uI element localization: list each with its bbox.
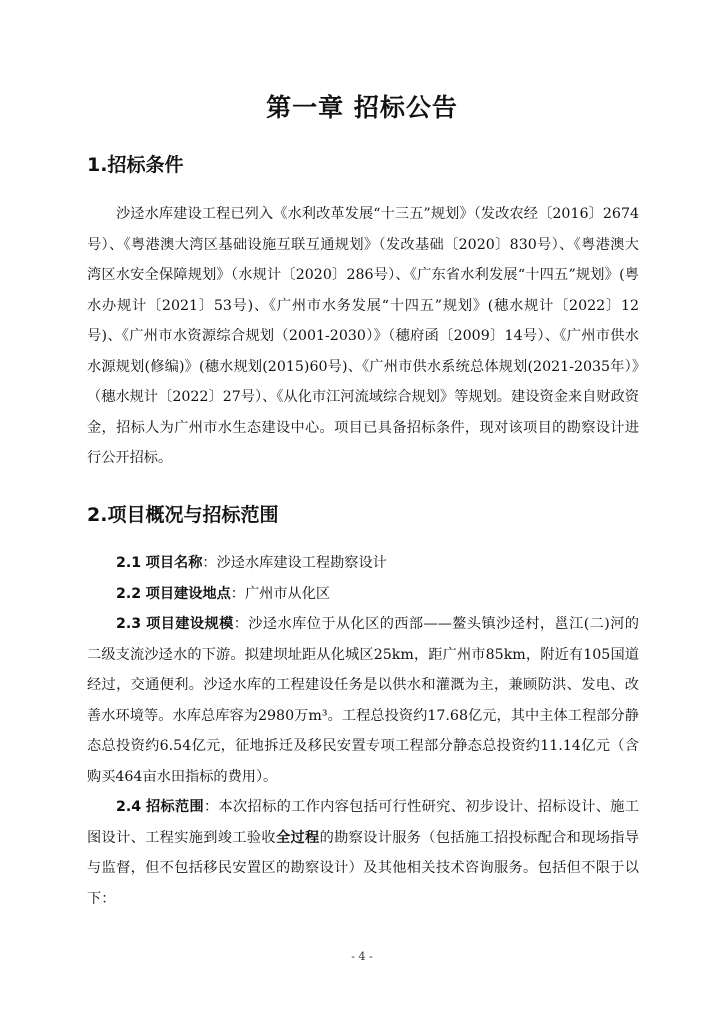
- item-text: ：沙迳水库建设工程勘察设计: [202, 555, 387, 571]
- tender-conditions-paragraph: 沙迳水库建设工程已列入《水利改革发展“十三五”规划》（发改农经〔2016〕2674号）、《粤港澳大湾区基础设施互联互通规划》（发改基础〔2020〕830号）、《粤港澳大湾区水安全保障规划》（水规计〔2020〕286号）、《广东省水利发展“十四五”规划》(粤水办规计〔2021〕53号)、《广州市水务发展“十四五”规划》(穗水规计〔2022〕12号)、《广州市水资源综合规划（2001-2030）》（穗府函〔2009〕14号）、《广州市供水水源规划(修编)》(穗水规划(2015)60号)、《广州市供水系统总体规划(2021-2035年）》（穗水规计〔2022〕27号）、《从化市江河流域综合规划》等规划。建设资金来自财政资金，招标人为广州市水生态建设中心。项目已具备招标条件，现对该项目的勘察设计进行公开招标。: [87, 206, 639, 466]
- section-heading-tender-conditions: 1.招标条件: [87, 154, 184, 176]
- item-label: 项目名称: [145, 555, 203, 571]
- item-number: 2.2: [116, 586, 142, 602]
- item-text: 的勘察设计服务（包括施工招投标配合和现场指导与监督，但不包括移民安置区的勘察设计）及其他相关技术咨询服务。包括但不限于以下：: [87, 829, 639, 907]
- item-tender-scope: [87, 792, 639, 914]
- section-heading-project-overview: 2.项目概况与招标范围: [87, 504, 279, 526]
- chapter-title: 第一章 招标公告: [266, 93, 458, 122]
- item-emphasis: 全过程: [275, 829, 320, 846]
- page-number: - 4 -: [351, 950, 373, 963]
- item-label: 项目建设规模: [146, 616, 234, 632]
- item-label: 招标范围: [145, 799, 205, 815]
- item-number: 2.1: [116, 555, 142, 571]
- item-text: ：沙迳水库位于从化区的西部——鳌头镇沙迳村，邕江(二)河的二级支流沙迳水的下游。拟建坝址距从化城区25km，距广州市85km，附近有105国道经过，交通便利。沙迳水库的工程建设任务是以供水和灌溉为主，兼顾防洪、发电、改善水环境等。水库总库容为2980万m³。工程总投资约17.68亿元，其中主体工程部分静态总投资约6.54亿元，征地拆迁及移民安置专项工程部分静态总投资约11.14亿元（含购买464亩水田指标的费用）。: [87, 616, 639, 785]
- item-text: ：本次招标的工作内容包括可行性研究、初步设计、招标设计、施工图设计、工程实施到竣工验收: [87, 799, 639, 846]
- item-text: ：广州市从化区: [230, 586, 331, 602]
- item-number: 2.3: [116, 616, 142, 632]
- item-project-scale: [87, 609, 639, 792]
- item-label: 项目建设地点: [145, 586, 231, 602]
- item-project-location: [87, 579, 639, 610]
- item-number: 2.4: [116, 799, 142, 815]
- item-project-name: [87, 548, 639, 579]
